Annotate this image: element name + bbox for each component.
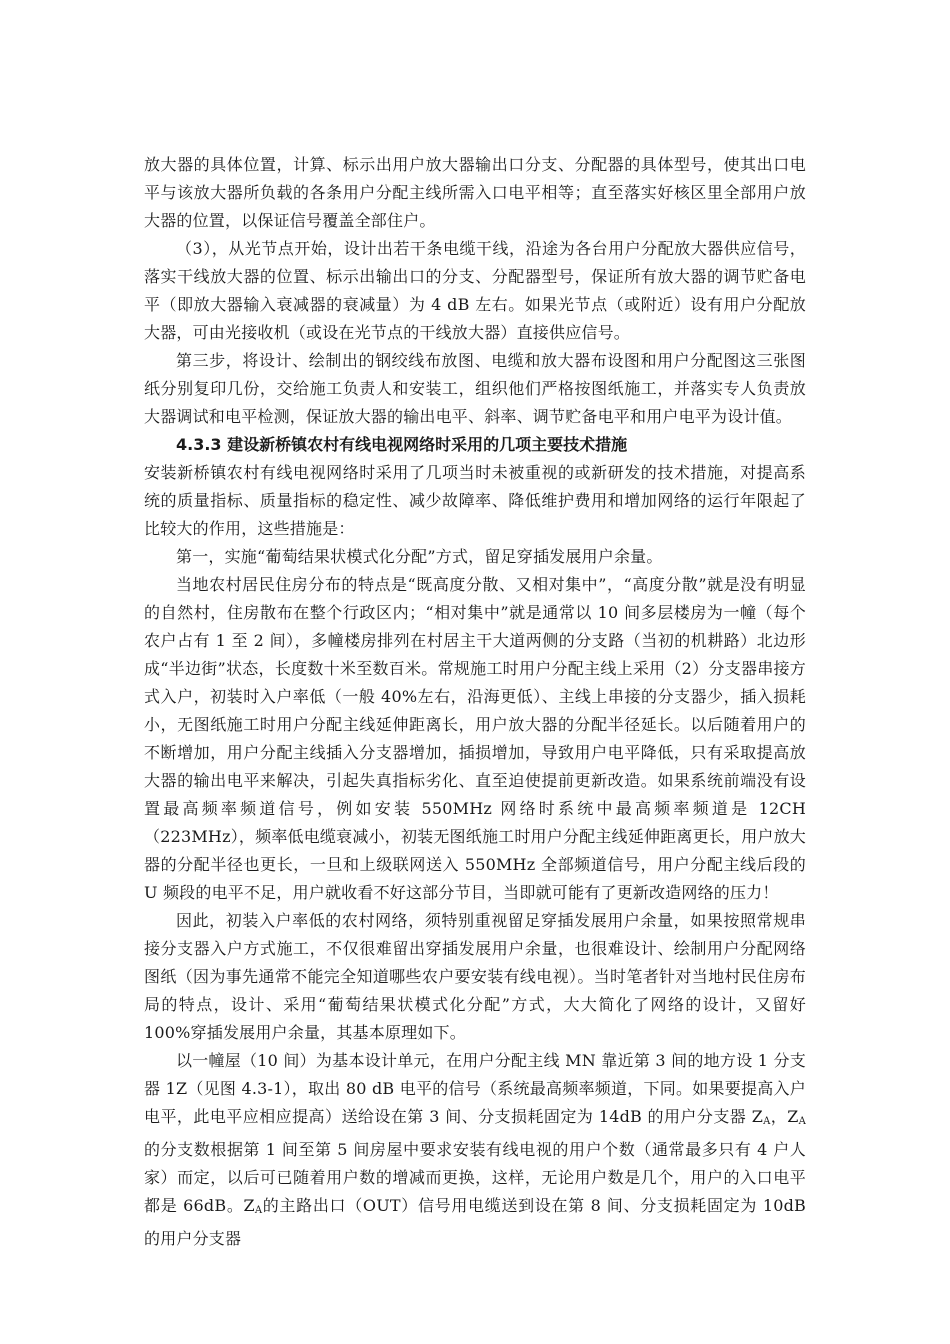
paragraph-intro-measures: 安装新桥镇农村有线电视网络时采用了几项当时未被重视的或新研发的技术措施，对提高系统的质量指标、质量指标的稳定性、减少故障率、降低维护费用和增加网络的运行年限起了比较大的作用，这些措施是： <box>144 463 806 538</box>
paragraph-third-step: 第三步，将设计、绘制出的钢绞线布放图、电缆和放大器布设图和用户分配图这三张图纸分别复印几份，交给施工负责人和安装工，组织他们严格按图纸施工，并落实专人负责放大器调试和电平检测，保证放大器的输出电平、斜率、调节贮备电平和用户电平为设计值。 <box>144 351 806 426</box>
text-segment: 以一幢屋（10 间）为基本设计单元，在用户分配主线 MN 靠近第 3 间的地方设 1 分支器 1Z（见图 4.3-1），取出 80 dB 电平的信号（系统最高频率频道，下同。如果要提高入户电平，此电平应相应提高）送给设在第 3 间、分支损耗固定为 14dB 的用户分支器 Z <box>144 1051 806 1126</box>
paragraph-design-unit <box>144 1047 806 1253</box>
subscript-a: A <box>254 1205 263 1216</box>
text-segment: ，Z <box>770 1107 799 1126</box>
section-heading-4-3-3: 4.3.3 建设新桥镇农村有线电视网络时采用的几项主要技术措施 <box>176 435 628 454</box>
subscript-a: A <box>763 1116 771 1127</box>
paragraph-step-3-trunk-design: （3），从光节点开始，设计出若干条电缆干线，沿途为各台用户分配放大器供应信号，落实干线放大器的位置、标示出输出口的分支、分配器型号，保证所有放大器的调节贮备电平（即放大器输入衰减器的衰减量）为 4 dB 左右。如果光节点（或附近）设有用户分配放大器，可由光接收机（或设在光节点的干线放大器）直接供应信号。 <box>144 239 806 342</box>
document-page <box>144 151 806 1253</box>
text-segment: 的分支数根据第 1 间至第 5 间房屋中要求安装有线电视的用户个数（通常最多只有 4 户人家）而定，以后可已随着用户数的增减而更换，这样，无论用户数是几个，用户的入口电平都是 66dB。Z <box>144 1140 806 1215</box>
paragraph-housing-distribution: 当地农村居民住房分布的特点是“既高度分散、又相对集中”，“高度分散”就是没有明显的自然村，住房散布在整个行政区内；“相对集中”就是通常以 10 间多层楼房为一幢（每个农户占有 1 至 2 间），多幢楼房排列在村居主干大道两侧的分支路（当初的机耕路）北边形成“半边街”状态，长度数十米至数百米。常规施工时用户分配主线上采用（2）分支器串接方式入户，初装时入户率低（一般 40%左右，沿海更低）、主线上串接的分支器少，插入损耗小，无图纸施工时用户分配主线延伸距离长，用户放大器的分配半径延长。以后随着用户的不断增加，用户分配主线插入分支器增加，插损增加，导致用户电平降低，只有采取提高放大器的输出电平来解决，引起失真指标劣化、直至迫使提前更新改造。如果系统前端没有设置最高频率频道信号，例如安装 550MHz 网络时系统中最高频率频道是 12CH（223MHz），频率低电缆衰减小，初装无图纸施工时用户分配主线延伸距离更长，用户放大器的分配半径也更长，一旦和上级联网送入 550MHz 全部频道信号，用户分配主线后段的 U 频段的电平不足，用户就收看不好这部分节目，当即就可能有了更新改造网络的压力！ <box>144 575 806 902</box>
paragraph-first-measure: 第一，实施“葡萄结果状模式化分配”方式，留足穿插发展用户余量。 <box>176 547 663 566</box>
subscript-a: A <box>798 1116 806 1127</box>
paragraph-therefore: 因此，初装入户率低的农村网络，须特别重视留足穿插发展用户余量，如果按照常规串接分支器入户方式施工，不仅很难留出穿插发展用户余量，也很难设计、绘制用户分配网络图纸（因为事先通常不能完全知道哪些农户要安装有线电视）。当时笔者针对当地村民住房布局的特点，设计、采用“葡萄结果状模式化分配”方式，大大简化了网络的设计，又留好 100%穿插发展用户余量，其基本原理如下。 <box>144 911 806 1042</box>
paragraph-amplifier-placement: 放大器的具体位置，计算、标示出用户放大器输出口分支、分配器的具体型号，使其出口电平与该放大器所负载的各条用户分配主线所需入口电平相等；直至落实好核区里全部用户放大器的位置，以保证信号覆盖全部住户。 <box>144 155 806 230</box>
text-segment: 的主路出口（OUT）信号用电缆送到设在第 8 间、分支损耗固定为 10dB 的用户分支器 <box>144 1196 806 1248</box>
